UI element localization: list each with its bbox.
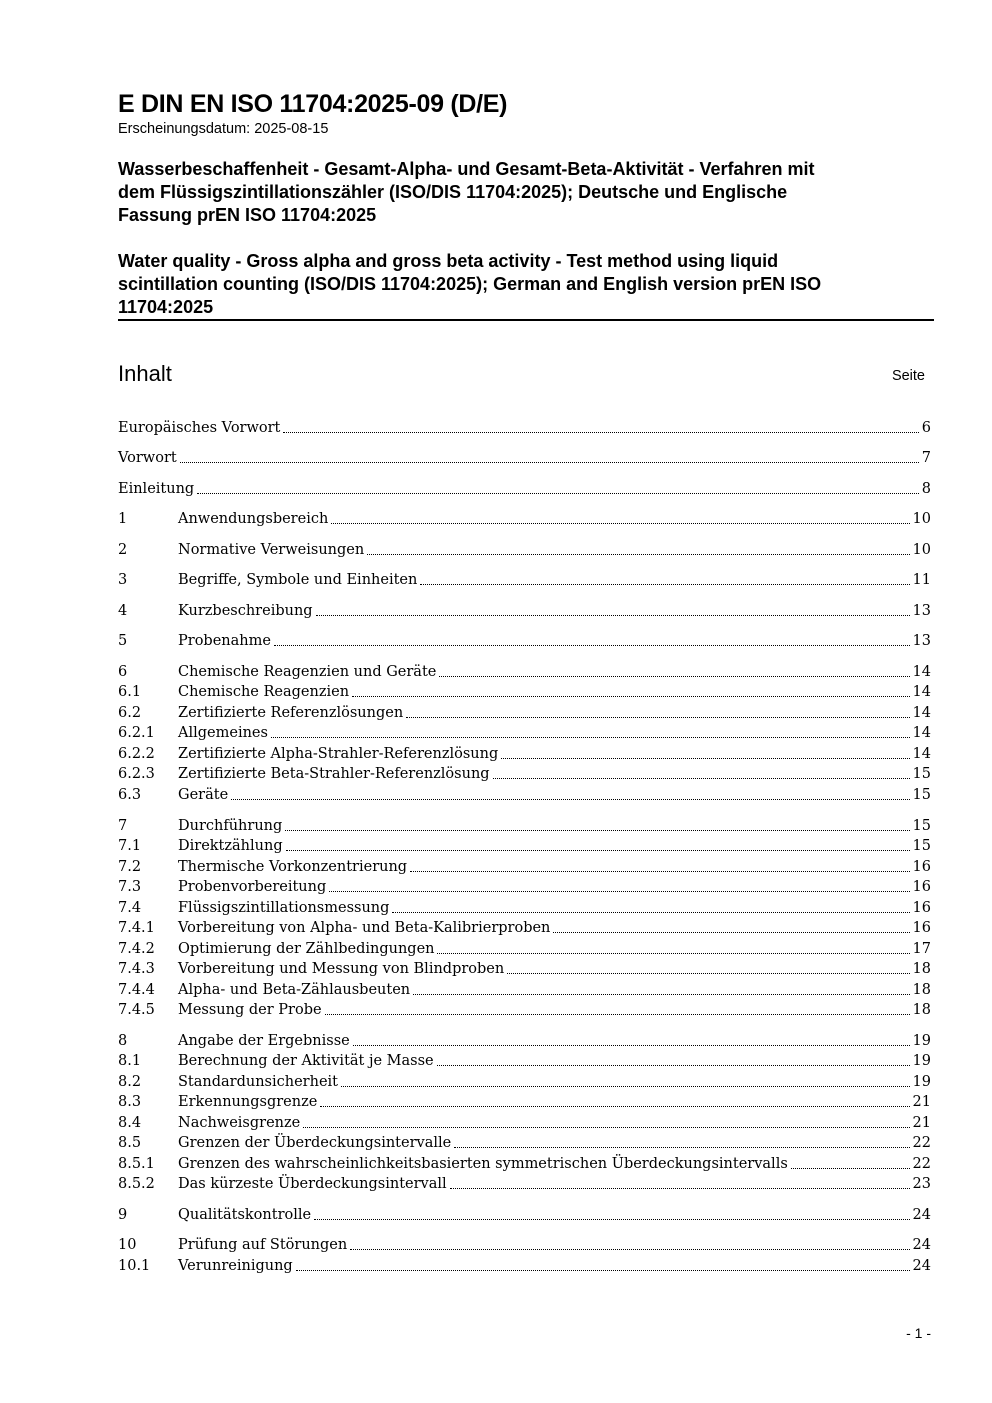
toc-entry-number: 9 <box>118 1207 128 1223</box>
toc-dot-leader <box>283 431 918 433</box>
toc-entry-title: Angabe der Ergebnisse <box>178 1033 350 1049</box>
toc-entry-title: Optimierung der Zählbedingungen <box>178 941 435 957</box>
toc-entry-title: Grenzen des wahrscheinlichkeitsbasierten symmetrischen Überdeckungsintervalls <box>178 1156 788 1172</box>
toc-entry[interactable] <box>118 744 931 764</box>
toc-entry[interactable] <box>118 1205 931 1225</box>
toc-entry-page: 11 <box>912 572 931 588</box>
toc-entry-page: 24 <box>912 1237 931 1253</box>
toc-entry-number: 4 <box>118 603 128 619</box>
toc-entry[interactable] <box>118 631 931 651</box>
toc-entry-number: 2 <box>118 542 128 558</box>
toc-entry-number: 8.5.1 <box>118 1156 155 1172</box>
toc-entry-page: 19 <box>912 1074 931 1090</box>
toc-entry-title: Prüfung auf Störungen <box>178 1237 348 1253</box>
toc-entry[interactable] <box>118 1092 931 1112</box>
title-english <box>118 250 918 319</box>
toc-entry-title: Standardunsicherheit <box>178 1074 338 1090</box>
toc-entry-title: Probenahme <box>178 633 271 649</box>
toc-dot-leader <box>231 798 909 800</box>
toc-entry-page: 14 <box>912 746 931 762</box>
toc-entry-page: 18 <box>912 982 931 998</box>
toc-entry-number: 8 <box>118 1033 128 1049</box>
toc-entry-number: 7.4 <box>118 900 142 916</box>
toc-dot-leader <box>450 1187 910 1189</box>
toc-entry-page: 15 <box>912 766 931 782</box>
toc-entry-number: 8.5.2 <box>118 1176 155 1192</box>
toc-dot-leader <box>501 757 909 759</box>
title-german <box>118 158 918 227</box>
toc-entry-page: 14 <box>912 705 931 721</box>
toc-entry-number: 6.2.1 <box>118 725 155 741</box>
toc-entry[interactable] <box>118 418 931 438</box>
toc-entry[interactable] <box>118 1072 931 1092</box>
toc-dot-leader <box>420 583 909 585</box>
toc-dot-leader <box>180 461 919 463</box>
toc-entry-number: 7.2 <box>118 859 142 875</box>
toc-entry-title: Messung der Probe <box>178 1002 322 1018</box>
title-german-line: Wasserbeschaffenheit - Gesamt-Alpha- und Gesamt-Beta-Aktivität - Verfahren mit <box>118 159 815 179</box>
toc-dot-leader <box>325 1013 910 1015</box>
toc-entry-page: 19 <box>912 1033 931 1049</box>
document-id: E DIN EN ISO 11704:2025-09 (D/E) <box>118 90 508 118</box>
toc-dot-leader <box>367 553 909 555</box>
toc-entry[interactable] <box>118 816 931 836</box>
toc-entry-title: Zertifizierte Alpha-Strahler-Referenzlösung <box>178 746 499 762</box>
toc-entry[interactable] <box>118 1000 931 1020</box>
toc-dot-leader <box>314 1218 909 1220</box>
toc-entry[interactable] <box>118 703 931 723</box>
toc-dot-leader <box>274 644 910 646</box>
toc-entry-number: 6.2.3 <box>118 766 155 782</box>
toc-entry-page: 18 <box>912 961 931 977</box>
toc-entry[interactable] <box>118 509 931 529</box>
toc-entry-title: Einleitung <box>118 481 195 497</box>
toc-entry[interactable] <box>118 1031 931 1051</box>
toc-entry-title: Berechnung der Aktivität je Masse <box>178 1053 434 1069</box>
toc-entry-title: Normative Verweisungen <box>178 542 365 558</box>
toc-entry-number: 6.2 <box>118 705 142 721</box>
toc-dot-leader <box>296 1269 910 1271</box>
toc-entry-number: 7 <box>118 818 128 834</box>
toc-entry-page: 14 <box>912 684 931 700</box>
toc-page-column-label: Seite <box>891 368 925 384</box>
toc-dot-leader <box>341 1085 910 1087</box>
toc-entry-title: Europäisches Vorwort <box>118 420 281 436</box>
toc-entry-title: Thermische Vorkonzentrierung <box>178 859 408 875</box>
toc-entry[interactable] <box>118 723 931 743</box>
toc-entry-number: 6.3 <box>118 787 142 803</box>
toc-entry-page: 10 <box>912 511 931 527</box>
toc-entry-title: Geräte <box>178 787 229 803</box>
toc-entry-page: 19 <box>912 1053 931 1069</box>
toc-entry[interactable] <box>118 1174 931 1194</box>
toc-entry-title: Das kürzeste Überdeckungsintervall <box>178 1176 447 1192</box>
toc-entry-title: Vorbereitung von Alpha- und Beta-Kalibrierproben <box>178 920 551 936</box>
toc-entry-number: 7.1 <box>118 838 142 854</box>
title-german-line: dem Flüssigszintillationszähler (ISO/DIS 11704:2025); Deutsche und Englische <box>118 182 788 202</box>
toc-entry-title: Verunreinigung <box>178 1258 293 1274</box>
toc-dot-leader <box>320 1105 909 1107</box>
toc-dot-leader <box>353 1044 910 1046</box>
toc-entry[interactable] <box>118 898 931 918</box>
toc-entry-page: 16 <box>912 879 931 895</box>
toc-entry[interactable] <box>118 1154 931 1174</box>
toc-entry-page: 14 <box>912 664 931 680</box>
toc-entry[interactable] <box>118 1235 931 1255</box>
toc-dot-leader <box>286 849 910 851</box>
toc-entry-number: 6.1 <box>118 684 142 700</box>
toc-entry-number: 7.4.5 <box>118 1002 155 1018</box>
toc-entry-page: 15 <box>912 818 931 834</box>
toc-dot-leader <box>454 1146 909 1148</box>
toc-entry-number: 6 <box>118 664 128 680</box>
toc-dot-leader <box>410 870 909 872</box>
toc-dot-leader <box>329 890 909 892</box>
toc-entry-page: 21 <box>912 1115 931 1131</box>
toc-entry[interactable] <box>118 1133 931 1153</box>
toc-dot-leader <box>350 1248 909 1250</box>
toc-entry[interactable] <box>118 836 931 856</box>
toc-dot-leader <box>316 614 910 616</box>
toc-dot-leader <box>197 492 919 494</box>
toc-entry[interactable] <box>118 764 931 784</box>
toc-entry-title: Flüssigszintillationsmessung <box>178 900 390 916</box>
toc-entry[interactable] <box>118 662 931 682</box>
toc-entry[interactable] <box>118 479 931 499</box>
publication-date: Erscheinungsdatum: 2025-08-15 <box>118 121 329 137</box>
toc-entry-page: 16 <box>912 859 931 875</box>
toc-dot-leader <box>553 931 909 933</box>
toc-entry-title: Chemische Reagenzien und Geräte <box>178 664 437 680</box>
toc-dot-leader <box>493 777 910 779</box>
toc-entry-title: Direktzählung <box>178 838 283 854</box>
toc-entry[interactable] <box>118 959 931 979</box>
toc-entry-page: 21 <box>912 1094 931 1110</box>
toc-dot-leader <box>285 829 909 831</box>
title-english-line: Water quality - Gross alpha and gross beta activity - Test method using liquid <box>118 251 779 271</box>
toc-entry-page: 24 <box>912 1258 931 1274</box>
toc-entry[interactable] <box>118 1256 931 1276</box>
toc-entry-number: 8.5 <box>118 1135 142 1151</box>
toc-entry-number: 7.4.1 <box>118 920 155 936</box>
toc-entry-title: Nachweisgrenze <box>178 1115 301 1131</box>
toc-entry-number: 7.4.3 <box>118 961 155 977</box>
toc-entry-page: 16 <box>912 900 931 916</box>
toc-entry[interactable] <box>118 857 931 877</box>
toc-entry[interactable] <box>118 601 931 621</box>
toc-entry-title: Vorwort <box>118 450 177 466</box>
toc-entry[interactable] <box>118 980 931 1000</box>
toc-dot-leader <box>392 911 909 913</box>
toc-entry-number: 7.3 <box>118 879 142 895</box>
toc-dot-leader <box>271 736 910 738</box>
toc-entry-number: 3 <box>118 572 128 588</box>
toc-entry-page: 13 <box>912 633 931 649</box>
toc-entry-number: 8.1 <box>118 1053 142 1069</box>
toc-dot-leader <box>413 993 909 995</box>
toc-entry[interactable] <box>118 448 931 468</box>
title-english-line: 11704:2025 <box>118 297 214 317</box>
toc-entry-title: Anwendungsbereich <box>178 511 329 527</box>
toc-entry-title: Chemische Reagenzien <box>178 684 350 700</box>
toc-entry-number: 7.4.4 <box>118 982 155 998</box>
toc-entry[interactable] <box>118 682 931 702</box>
toc-entry[interactable] <box>118 1113 931 1133</box>
toc-entry-title: Zertifizierte Beta-Strahler-Referenzlösung <box>178 766 490 782</box>
toc-dot-leader <box>352 695 910 697</box>
toc-entry[interactable] <box>118 877 931 897</box>
toc-heading: Inhalt <box>118 361 172 386</box>
toc-entry-number: 8.3 <box>118 1094 142 1110</box>
toc-entry-page: 24 <box>912 1207 931 1223</box>
toc-entry-title: Alpha- und Beta-Zählausbeuten <box>178 982 411 998</box>
toc-entry-page: 14 <box>912 725 931 741</box>
toc-entry[interactable] <box>118 939 931 959</box>
toc-entry[interactable] <box>118 785 931 805</box>
toc-dot-leader <box>331 522 909 524</box>
toc-entry-page: 13 <box>912 603 931 619</box>
toc-entry-page: 15 <box>912 838 931 854</box>
toc-entry-page: 6 <box>921 420 931 436</box>
toc-dot-leader <box>437 952 909 954</box>
toc-entry-page: 22 <box>912 1156 931 1172</box>
toc-entry-title: Kurzbeschreibung <box>178 603 313 619</box>
toc-entry-number: 7.4.2 <box>118 941 155 957</box>
toc-entry-number: 10.1 <box>118 1258 151 1274</box>
toc-entry-page: 10 <box>912 542 931 558</box>
toc-entry-page: 8 <box>921 481 931 497</box>
toc-entry-title: Probenvorbereitung <box>178 879 327 895</box>
toc-entry-title: Zertifizierte Referenzlösungen <box>178 705 404 721</box>
toc-entry-number: 10 <box>118 1237 137 1253</box>
toc-dot-leader <box>406 716 909 718</box>
toc-entry-title: Allgemeines <box>178 725 268 741</box>
toc-dot-leader <box>507 972 909 974</box>
title-english-line: scintillation counting (ISO/DIS 11704:2025); German and English version prEN ISO <box>118 274 822 294</box>
toc-entry-title: Qualitätskontrolle <box>178 1207 312 1223</box>
toc-entry-number: 1 <box>118 511 128 527</box>
toc-entry-page: 23 <box>912 1176 931 1192</box>
toc-entry[interactable] <box>118 570 931 590</box>
toc-entry-page: 17 <box>912 941 931 957</box>
toc-entry[interactable] <box>118 1051 931 1071</box>
toc-entry-page: 15 <box>912 787 931 803</box>
title-divider <box>118 319 934 321</box>
toc-entry-page: 22 <box>912 1135 931 1151</box>
toc-entry-page: 18 <box>912 1002 931 1018</box>
toc-entry-title: Durchführung <box>178 818 283 834</box>
toc-entry-page: 16 <box>912 920 931 936</box>
toc-entry[interactable] <box>118 540 931 560</box>
toc-entry-title: Grenzen der Überdeckungsintervalle <box>178 1135 452 1151</box>
toc-dot-leader <box>437 1064 910 1066</box>
toc-entry-number: 5 <box>118 633 128 649</box>
toc-entry-title: Erkennungsgrenze <box>178 1094 318 1110</box>
toc-entry-title: Begriffe, Symbole und Einheiten <box>178 572 418 588</box>
toc-entry-page: 7 <box>921 450 931 466</box>
toc-entry-number: 8.4 <box>118 1115 142 1131</box>
page-number: - 1 - <box>906 1325 931 1341</box>
toc-entry-number: 6.2.2 <box>118 746 155 762</box>
toc-entry-number: 8.2 <box>118 1074 142 1090</box>
toc-entry[interactable] <box>118 918 931 938</box>
toc-entry-title: Vorbereitung und Messung von Blindproben <box>178 961 505 977</box>
toc-dot-leader <box>791 1167 910 1169</box>
toc-dot-leader <box>439 675 909 677</box>
title-german-line: Fassung prEN ISO 11704:2025 <box>118 205 377 225</box>
toc-dot-leader <box>303 1126 909 1128</box>
